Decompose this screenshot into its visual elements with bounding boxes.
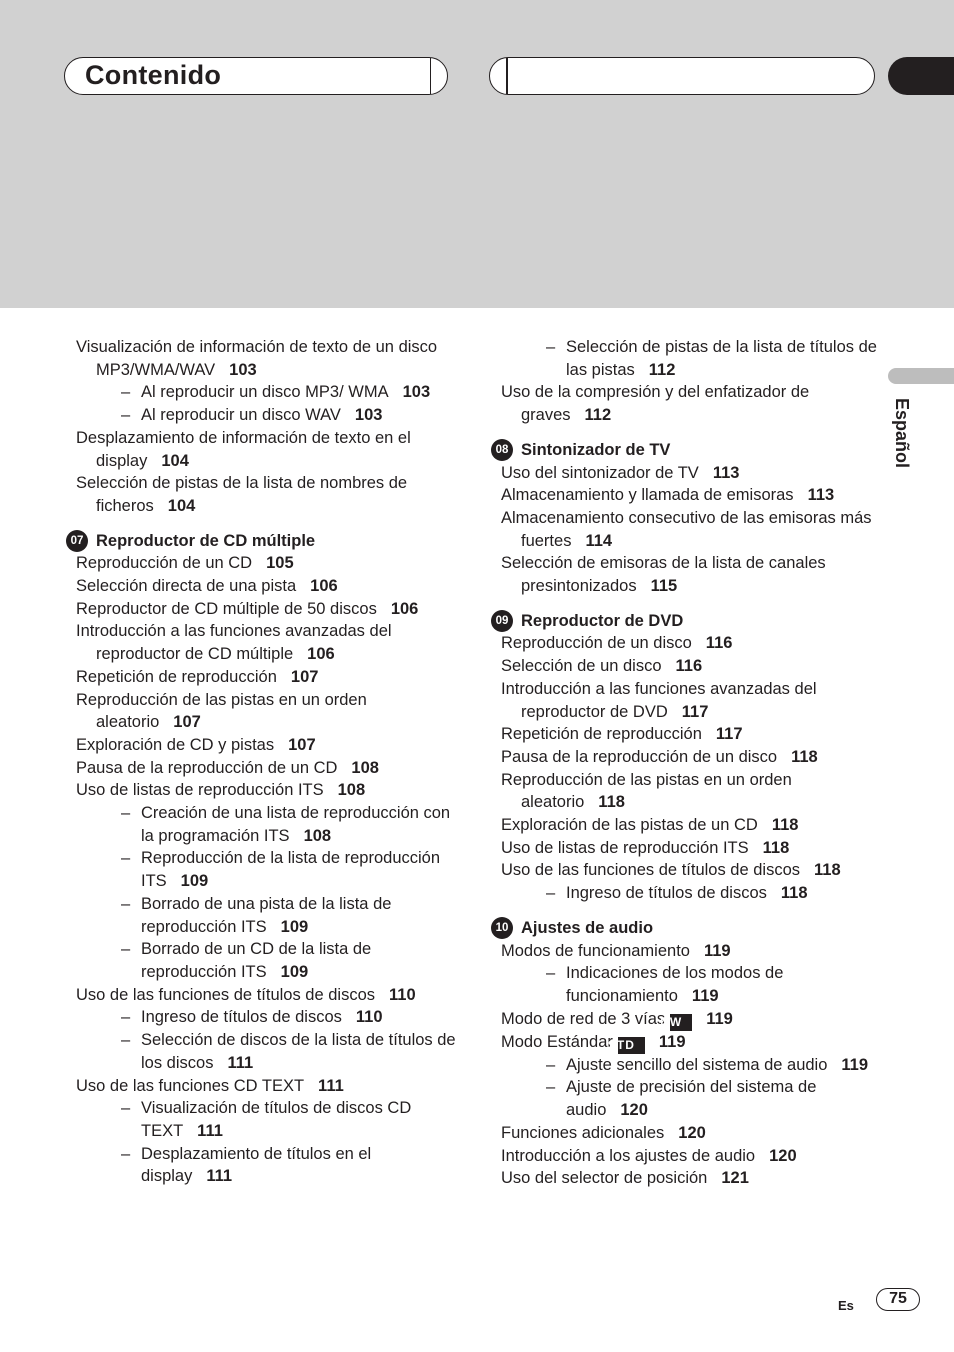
page-ref: 121 xyxy=(721,1169,749,1188)
entry-text: Borrado de un CD de la lista de reproducción ITS xyxy=(141,940,372,981)
toc-subentry[interactable] xyxy=(491,882,881,905)
toc-subentry[interactable] xyxy=(66,847,466,892)
page-ref: 119 xyxy=(706,1009,733,1028)
entry-text: Uso de listas de reproducción ITS xyxy=(501,838,749,857)
dash-bullet: – xyxy=(546,1078,556,1097)
entry-text: Visualización de títulos de discos CD TEXT xyxy=(141,1099,412,1140)
page-ref: 109 xyxy=(180,872,209,891)
toc-entry[interactable] xyxy=(491,484,881,507)
page-ref: 103 xyxy=(354,406,383,425)
title-box xyxy=(64,57,448,95)
page-ref: 117 xyxy=(681,702,709,721)
section-title: Reproductor de CD múltiple xyxy=(96,531,316,550)
toc-left-column xyxy=(66,336,466,1188)
toc-subentry[interactable] xyxy=(66,1006,466,1029)
entry-text: Selección de pistas de la lista de títulos de las pistas xyxy=(566,338,877,379)
chapter-number-badge: 07 xyxy=(66,530,88,552)
entry-text: Funciones adicionales xyxy=(501,1123,665,1142)
page-ref: 110 xyxy=(389,985,416,1004)
toc-entry[interactable] xyxy=(491,381,881,426)
entry-text: Creación de una lista de reproducción con la programación ITS xyxy=(141,804,451,845)
toc-entry[interactable] xyxy=(491,507,881,552)
language-tab-bar xyxy=(888,368,954,384)
entry-text: Uso de las funciones de títulos de discos xyxy=(501,861,801,880)
toc-entry[interactable] xyxy=(491,814,881,837)
page-ref: 119 xyxy=(658,1032,686,1051)
page-ref: 120 xyxy=(769,1146,797,1165)
title-box-divider xyxy=(430,58,432,94)
toc-entry[interactable] xyxy=(66,1075,466,1098)
entry-text: Selección de discos de la lista de títulos de los discos xyxy=(141,1031,456,1072)
entry-text: Introducción a las funciones avanzadas del reproductor de DVD xyxy=(501,679,817,721)
page-ref: 112 xyxy=(584,406,612,425)
entry-text: Reproductor de CD múltiple de 50 discos xyxy=(76,599,377,618)
page-ref: 118 xyxy=(780,884,808,903)
mode-indicator-icon: STD xyxy=(618,1037,645,1054)
page-ref: 111 xyxy=(206,1167,233,1186)
entry-text: Selección de emisoras de la lista de canales presintonizados xyxy=(501,554,826,596)
toc-entry[interactable] xyxy=(66,575,466,598)
entry-text: Ingreso de títulos de discos xyxy=(566,884,767,903)
page-ref: 111 xyxy=(227,1053,254,1072)
chapter-number-badge: 09 xyxy=(491,610,513,632)
toc-entry[interactable] xyxy=(491,655,881,678)
entry-text: Repetición de reproducción xyxy=(76,667,277,686)
entry-text: Al reproducir un disco MP3/ WMA xyxy=(141,383,389,402)
language-label: Español xyxy=(892,398,912,469)
dash-bullet: – xyxy=(546,338,556,356)
page-ref: 108 xyxy=(303,826,332,845)
page-number: 75 xyxy=(876,1288,920,1311)
entry-text: Desplazamiento de información de texto en el display xyxy=(76,428,411,470)
dash-bullet: – xyxy=(121,849,131,868)
dash-bullet: – xyxy=(121,383,131,402)
page-title: Contenido xyxy=(85,60,222,90)
section-heading xyxy=(491,610,881,633)
toc-entry[interactable] xyxy=(491,462,881,485)
entry-text: Selección de pistas de la lista de nombres de ficheros xyxy=(76,474,408,515)
entry-text: Ingreso de títulos de discos xyxy=(141,1008,342,1027)
entry-text: Reproducción de las pistas en un orden aleatorio xyxy=(501,770,792,812)
page-ref: 114 xyxy=(585,531,613,550)
page-ref: 103 xyxy=(229,360,257,379)
page-ref: 107 xyxy=(290,667,319,686)
toc-subentry[interactable] xyxy=(491,336,881,381)
page-ref: 106 xyxy=(310,577,338,596)
entry-text: Selección de un disco xyxy=(501,657,662,676)
toc-entry[interactable] xyxy=(66,757,466,780)
toc-entry[interactable] xyxy=(66,427,466,472)
page-ref: 115 xyxy=(650,577,678,596)
toc-entry[interactable] xyxy=(491,940,881,963)
toc-entry[interactable] xyxy=(66,472,466,517)
entry-text: Modo de red de 3 vías xyxy=(501,1009,666,1028)
toc-entry[interactable] xyxy=(491,1122,881,1145)
toc-entry[interactable] xyxy=(491,1031,881,1054)
toc-entry[interactable] xyxy=(66,689,466,734)
entry-text: Pausa de la reproducción de un disco xyxy=(501,747,778,766)
blank-box-divider xyxy=(506,58,508,94)
toc-entry[interactable] xyxy=(491,859,881,882)
toc-entry[interactable] xyxy=(491,723,881,746)
section-heading xyxy=(491,917,881,940)
page-ref: 117 xyxy=(715,725,743,744)
entry-text: Uso de la compresión y del enfatizador de graves xyxy=(501,383,810,425)
page-ref: 104 xyxy=(161,451,189,470)
entry-text: Exploración de las pistas de un CD xyxy=(501,816,758,835)
page-ref: 107 xyxy=(288,735,316,754)
toc-entry[interactable] xyxy=(66,984,466,1007)
section-title: Ajustes de audio xyxy=(521,918,654,937)
page-ref: 118 xyxy=(598,793,625,812)
entry-text: Desplazamiento de títulos en el display xyxy=(141,1144,372,1186)
header-band xyxy=(0,0,954,308)
section-title: Sintonizador de TV xyxy=(521,440,671,459)
toc-entry[interactable] xyxy=(66,779,466,802)
entry-text: Introducción a las funciones avanzadas del reproductor de CD múltiple xyxy=(76,622,392,664)
dash-bullet: – xyxy=(121,1099,131,1118)
page-ref: 106 xyxy=(307,645,335,664)
page-ref: 119 xyxy=(703,941,731,960)
page-ref: 120 xyxy=(620,1101,648,1120)
page-ref: 119 xyxy=(691,986,719,1005)
toc-entry[interactable] xyxy=(491,1167,881,1190)
page-ref: 116 xyxy=(705,634,733,653)
toc-entry[interactable] xyxy=(66,734,466,757)
entry-text: Introducción a los ajustes de audio xyxy=(501,1146,756,1165)
dash-bullet: – xyxy=(121,1008,131,1027)
page-ref: 109 xyxy=(280,962,309,981)
toc-subentry[interactable] xyxy=(66,1097,466,1142)
toc-subentry[interactable] xyxy=(491,1076,881,1121)
toc-subentry[interactable] xyxy=(491,1054,881,1077)
toc-entry[interactable] xyxy=(491,632,881,655)
page-ref: 112 xyxy=(648,360,676,379)
entry-text: Reproducción de un CD xyxy=(76,554,253,573)
section-tab xyxy=(888,57,954,95)
toc-subentry[interactable] xyxy=(66,404,466,427)
toc-subentry[interactable] xyxy=(66,893,466,938)
section-title: Reproductor de DVD xyxy=(521,611,684,630)
toc-entry[interactable] xyxy=(491,746,881,769)
toc-entry[interactable] xyxy=(66,620,466,665)
entry-text: Almacenamiento y llamada de emisoras xyxy=(501,486,794,505)
toc-entry[interactable] xyxy=(66,336,466,381)
entry-text: Uso de las funciones CD TEXT xyxy=(76,1076,305,1095)
page-ref: 104 xyxy=(167,496,196,515)
page-ref: 103 xyxy=(402,383,431,402)
entry-text: Ajuste de precisión del sistema de audio xyxy=(566,1078,817,1120)
chapter-number-badge: 08 xyxy=(491,439,513,461)
toc-subentry[interactable] xyxy=(491,962,881,1007)
dash-bullet: – xyxy=(121,1031,131,1050)
page-ref: 109 xyxy=(280,917,309,936)
entry-text: Repetición de reproducción xyxy=(501,725,702,744)
page-ref: 110 xyxy=(355,1008,383,1027)
page-ref: 116 xyxy=(675,657,703,676)
entry-text: Al reproducir un disco WAV xyxy=(141,406,341,425)
dash-bullet: – xyxy=(121,804,131,823)
entry-text: Pausa de la reproducción de un CD xyxy=(76,758,338,777)
entry-text: Visualización de información de texto de un disco MP3/WMA/WAV xyxy=(76,338,438,379)
page-ref: 106 xyxy=(390,599,419,618)
entry-text: Uso de listas de reproducción ITS xyxy=(76,781,324,800)
page-ref: 111 xyxy=(197,1121,223,1140)
dash-bullet: – xyxy=(121,1144,131,1163)
entry-text: Uso del sintonizador de TV xyxy=(501,463,699,482)
page-ref: 118 xyxy=(814,861,841,880)
toc-entry[interactable] xyxy=(66,598,466,621)
toc-subentry[interactable] xyxy=(66,802,466,847)
header-blank-box xyxy=(489,57,875,95)
chapter-number-badge: 10 xyxy=(491,917,513,939)
section-heading xyxy=(491,439,881,462)
toc-subentry[interactable] xyxy=(66,938,466,983)
dash-bullet: – xyxy=(546,884,556,903)
toc-subentry[interactable] xyxy=(66,381,466,404)
entry-text: Borrado de una pista de la lista de reproducción ITS xyxy=(141,894,392,936)
toc-entry[interactable] xyxy=(66,552,466,575)
entry-text: Modo Estándar xyxy=(501,1032,613,1051)
mode-indicator-icon: NW xyxy=(670,1014,692,1031)
toc-entry[interactable] xyxy=(491,837,881,860)
page-ref: 108 xyxy=(337,781,366,800)
page-ref: 105 xyxy=(266,554,294,573)
page-ref: 107 xyxy=(173,713,201,732)
entry-text: Reproducción de la lista de reproducción ITS xyxy=(141,849,441,891)
entry-text: Uso del selector de posición xyxy=(501,1169,708,1188)
toc-entry[interactable] xyxy=(491,1008,881,1031)
page-ref: 113 xyxy=(712,463,740,482)
entry-text: Almacenamiento consecutivo de las emisoras más fuertes xyxy=(501,508,872,550)
toc-subentry[interactable] xyxy=(66,1143,466,1188)
dash-bullet: – xyxy=(121,406,131,425)
page-ref: 111 xyxy=(318,1076,344,1095)
footer-lang-code: Es xyxy=(838,1298,854,1313)
entry-text: Indicaciones de los modos de funcionamiento xyxy=(566,964,784,1005)
entry-text: Uso de las funciones de títulos de discos xyxy=(76,985,376,1004)
entry-text: Reproducción de un disco xyxy=(501,634,692,653)
toc-entry[interactable] xyxy=(66,666,466,689)
dash-bullet: – xyxy=(121,894,131,913)
section-heading xyxy=(66,530,466,553)
page-ref: 119 xyxy=(841,1055,869,1074)
page-ref: 120 xyxy=(678,1123,706,1142)
page-ref: 108 xyxy=(351,758,379,777)
toc-right-column xyxy=(491,336,881,1190)
dash-bullet: – xyxy=(121,940,131,959)
entry-text: Reproducción de las pistas en un orden aleatorio xyxy=(76,690,367,732)
dash-bullet: – xyxy=(546,1055,556,1074)
toc-subentry[interactable] xyxy=(66,1029,466,1074)
toc-entry[interactable] xyxy=(491,552,881,597)
entry-text: Exploración de CD y pistas xyxy=(76,735,275,754)
page-ref: 118 xyxy=(771,816,799,835)
entry-text: Ajuste sencillo del sistema de audio xyxy=(566,1055,828,1074)
toc-entry[interactable] xyxy=(491,769,881,814)
toc-entry[interactable] xyxy=(491,1145,881,1168)
entry-text: Modos de funcionamiento xyxy=(501,941,690,960)
dash-bullet: – xyxy=(546,964,556,983)
page-ref: 113 xyxy=(807,486,835,505)
page-ref: 118 xyxy=(791,747,818,766)
page-ref: 118 xyxy=(762,838,790,857)
entry-text: Selección directa de una pista xyxy=(76,577,297,596)
toc-entry[interactable] xyxy=(491,678,881,723)
